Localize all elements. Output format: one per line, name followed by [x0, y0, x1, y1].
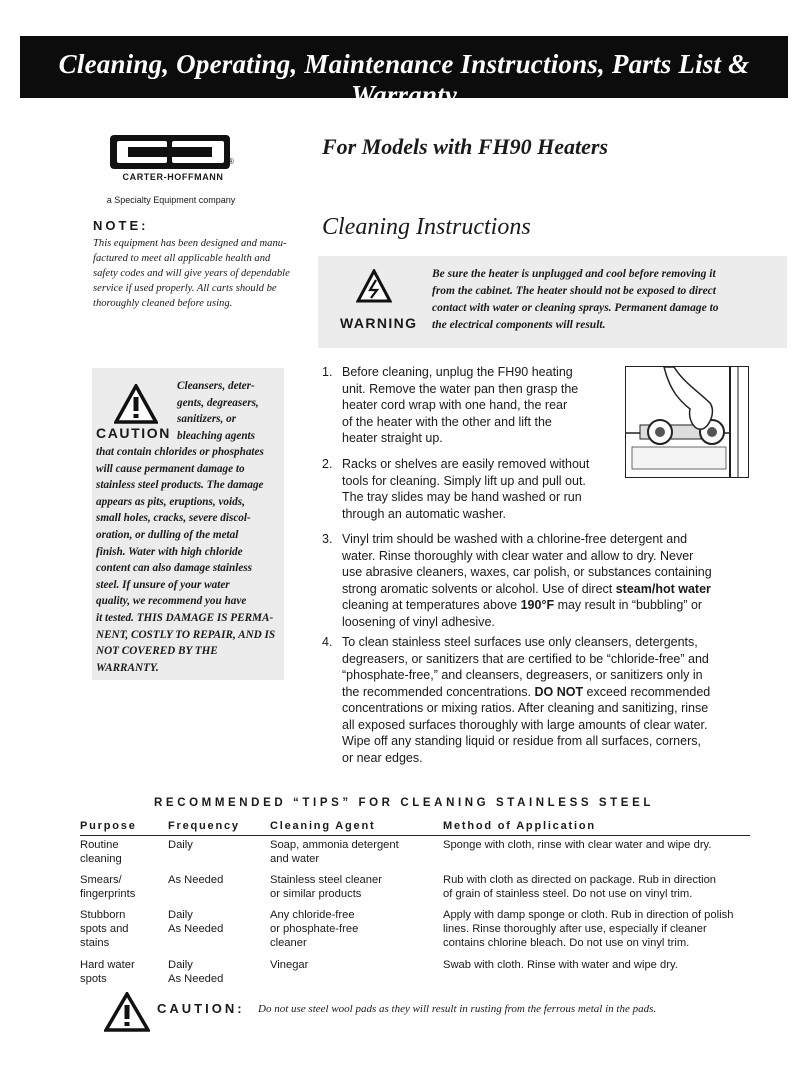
- step-text: [342, 531, 762, 630]
- caution-text: [96, 444, 280, 676]
- caution-line: NENT, COSTLY TO REPAIR, AND IS: [96, 628, 276, 641]
- cell-line: Sponge with cloth, rinse with clear water and wipe dry.: [443, 839, 712, 851]
- note-label: NOTE:: [93, 218, 149, 233]
- note-line: factured to meet all applicable health and: [93, 253, 271, 264]
- column-header-frequency: Frequency: [168, 820, 240, 832]
- cell-line: Stainless steel cleaner: [270, 874, 382, 886]
- cell-line: Soap, ammonia detergent: [270, 839, 399, 851]
- caution-line: that contain chlorides or phosphates: [96, 446, 264, 458]
- step-line: tools for cleaning. Simply lift up and pull out.: [342, 473, 586, 488]
- column-header-purpose: Purpose: [80, 820, 137, 832]
- step-text-segment: strong aromatic solvents or alcohol. Use of direct: [342, 581, 616, 596]
- step-text-segment: cleaning at temperatures above: [342, 598, 521, 612]
- table-cell-frequency: [168, 873, 223, 887]
- table-cell-purpose: [80, 838, 122, 866]
- cell-line: or similar products: [270, 888, 362, 900]
- cell-line: Daily: [168, 909, 193, 921]
- note-line: thoroughly cleaned before using.: [93, 298, 233, 309]
- step-line: concentrations or mixing ratios. After cleaning and sanitizing, rinse: [342, 701, 709, 715]
- table-cell-agent: [270, 838, 399, 866]
- cell-line: Smears/: [80, 874, 122, 886]
- heater-illustration-icon: [626, 367, 748, 477]
- warning-line: contact with water or cleaning sprays. Permanent damage to: [432, 302, 719, 314]
- caution-line: small holes, cracks, severe discol-: [96, 512, 251, 525]
- step-number: 3.: [322, 532, 333, 546]
- cell-line: spots and: [80, 923, 129, 935]
- caution-intro-line: bleaching agents: [177, 429, 256, 442]
- cell-line: and water: [270, 853, 320, 865]
- caution-intro: [177, 378, 277, 444]
- step-line: [342, 684, 762, 701]
- table-header-divider: [80, 835, 750, 836]
- caution-line: it tested. THIS DAMAGE IS PERMA-: [96, 611, 274, 624]
- tips-title: RECOMMENDED “TIPS” FOR CLEANING STAINLESS STEEL: [154, 797, 654, 809]
- table-cell-frequency: [168, 958, 223, 986]
- cell-line: As Needed: [168, 973, 224, 985]
- emphasis: 190°F: [520, 598, 555, 612]
- column-header-agent: Cleaning Agent: [270, 820, 376, 832]
- step-line: [342, 597, 762, 614]
- models-title: For Models with FH90 Heaters: [322, 134, 609, 159]
- step-line: water. Rinse thoroughly with clear water and allow to dry. Never: [342, 548, 694, 563]
- table-cell-method: [443, 873, 716, 901]
- table-cell-purpose: [80, 908, 129, 950]
- caution-intro-line: gents, degreasers,: [177, 396, 259, 409]
- cell-line: contains chlorine bleach. Do not use on vinyl trim.: [443, 937, 690, 949]
- warning-line: from the cabinet. The heater should not be exposed to direct: [432, 285, 716, 297]
- note-text: [93, 236, 293, 311]
- warning-text: [432, 266, 777, 334]
- caution-line: oration, or dulling of the metal: [96, 528, 239, 541]
- step-number: 1.: [322, 365, 333, 379]
- step-line: degreasers, or sanitizers that are certified to be “chloride-free” and: [342, 651, 709, 666]
- table-cell-method: [443, 838, 711, 852]
- step-line: Vinyl trim should be washed with a chlorine-free detergent and: [342, 532, 688, 546]
- header-banner: [20, 36, 788, 110]
- footer-caution-label: CAUTION:: [157, 1001, 245, 1016]
- caution-line: steel. If unsure of your water: [96, 578, 230, 591]
- cell-line: cleaner: [270, 937, 307, 949]
- note-line: service if used properly. All carts should be: [93, 283, 277, 294]
- emphasis: DO NOT: [534, 684, 584, 699]
- caution-line: finish. Water with high chloride: [96, 545, 243, 558]
- warning-label: WARNING: [340, 315, 418, 331]
- caution-warning-icon: [114, 384, 158, 424]
- caution-line: NOT COVERED BY THE WARRANTY.: [96, 645, 218, 674]
- table-cell-purpose: [80, 873, 135, 901]
- column-header-method: Method of Application: [443, 820, 596, 832]
- step-line: unit. Remove the water pan then grasp the: [342, 381, 579, 396]
- brand-name: CARTER-HOFFMANN: [122, 172, 224, 182]
- step-line: [342, 581, 762, 598]
- caution-label: CAUTION: [96, 425, 171, 441]
- step-number: 4.: [322, 635, 333, 649]
- step-text: [342, 634, 762, 766]
- step-text: [342, 456, 642, 522]
- cell-line: of grain of stainless steel. Do not use on vinyl trim.: [443, 888, 693, 900]
- footer-caution-text: Do not use steel wool pads as they will result in rusting from the ferrous metal in the pads.: [258, 1003, 657, 1015]
- step-line: The tray slides may be hand washed or run: [342, 490, 582, 504]
- table-cell-agent: [270, 958, 308, 972]
- carter-hoffmann-logo-icon: [108, 133, 232, 173]
- step-line: all exposed surfaces thoroughly with large amounts of clear water.: [342, 717, 708, 732]
- electrical-hazard-icon: [356, 269, 392, 303]
- caution-intro-line: sanitizers, or: [177, 413, 237, 425]
- cell-line: Hard water: [80, 959, 135, 971]
- step-line: Wipe off any standing liquid or residue from all surfaces, corners,: [342, 734, 701, 748]
- brand-logo: [108, 133, 232, 193]
- step-line: Before cleaning, unplug the FH90 heating: [342, 365, 573, 379]
- cell-line: Routine: [80, 839, 119, 851]
- step-line: To clean stainless steel surfaces use only cleansers, detergents,: [342, 635, 698, 649]
- cell-line: As Needed: [168, 923, 224, 935]
- caution-line: content can also damage stainless: [96, 562, 253, 575]
- warning-line: the electrical components will result.: [432, 319, 606, 331]
- section-title: Cleaning Instructions: [322, 214, 531, 240]
- note-line: This equipment has been designed and manu-: [93, 238, 287, 249]
- table-cell-method: [443, 908, 733, 950]
- cell-line: lines. Rinse thoroughly after use, especially if cleaner: [443, 923, 707, 935]
- table-cell-agent: [270, 873, 382, 901]
- cell-line: cleaning: [80, 853, 122, 865]
- cell-line: Swab with cloth. Rinse with water and wipe dry.: [443, 959, 678, 971]
- cell-line: As Needed: [168, 874, 224, 886]
- table-cell-frequency: [168, 908, 223, 936]
- step-line: of the heater with the other and lift the: [342, 414, 552, 429]
- brand-subtitle: a Specialty Equipment company: [106, 195, 236, 205]
- step-line: “phosphate-free,” and cleansers, degreasers, or sanitizers only in: [342, 668, 703, 682]
- cell-line: Stubborn: [80, 909, 126, 921]
- step-text-segment: may result in “bubbling” or: [554, 598, 703, 612]
- caution-line: quality, we recommend you have: [96, 595, 247, 608]
- step-text-segment: exceed recommended: [583, 684, 711, 699]
- cell-line: spots: [80, 973, 107, 985]
- table-cell-method: [443, 958, 678, 972]
- step-line: heater cord wrap with one hand, the rear: [342, 398, 568, 412]
- cell-line: stains: [80, 937, 110, 949]
- cell-line: or phosphate-free: [270, 923, 359, 935]
- registered-mark: ®: [228, 157, 234, 166]
- warning-line: Be sure the heater is unplugged and cool before removing it: [432, 268, 716, 280]
- cell-line: Any chloride-free: [270, 909, 355, 921]
- step-line: loosening of vinyl adhesive.: [342, 614, 495, 629]
- cell-line: Apply with damp sponge or cloth. Rub in direction of polish: [443, 909, 734, 921]
- caution-line: appears as pits, eruptions, voids,: [96, 495, 245, 508]
- table-cell-frequency: [168, 838, 193, 852]
- table-cell-agent: [270, 908, 358, 950]
- cell-line: Vinegar: [270, 959, 309, 971]
- caution-intro-line: Cleansers, deter-: [177, 380, 255, 392]
- step-number: 2.: [322, 457, 333, 471]
- cell-line: fingerprints: [80, 888, 136, 900]
- note-line: safety codes and will give years of dependable: [93, 268, 290, 279]
- step-line: through an automatic washer.: [342, 506, 506, 521]
- step-text-segment: the recommended concentrations.: [342, 684, 535, 699]
- caution-line: will cause permanent damage to: [96, 462, 245, 475]
- caution-line: stainless steel products. The damage: [96, 479, 264, 492]
- step-line: or near edges.: [342, 750, 423, 765]
- step-line: Racks or shelves are easily removed without: [342, 457, 590, 471]
- heater-removal-illustration: [625, 366, 749, 478]
- step-text: [342, 364, 632, 447]
- cell-line: Daily: [168, 959, 193, 971]
- cell-line: Rub with cloth as directed on package. Rub in direction: [443, 874, 717, 886]
- table-cell-purpose: [80, 958, 135, 986]
- step-line: heater straight up.: [342, 431, 443, 445]
- page-title: Cleaning, Operating, Maintenance Instructions, Parts List & Warranty: [58, 49, 750, 110]
- footer-caution-icon: [104, 992, 150, 1032]
- cell-line: Daily: [168, 839, 193, 851]
- emphasis: steam/hot water: [615, 581, 711, 596]
- step-line: use abrasive cleaners, waxes, car polish, or substances containing: [342, 565, 712, 579]
